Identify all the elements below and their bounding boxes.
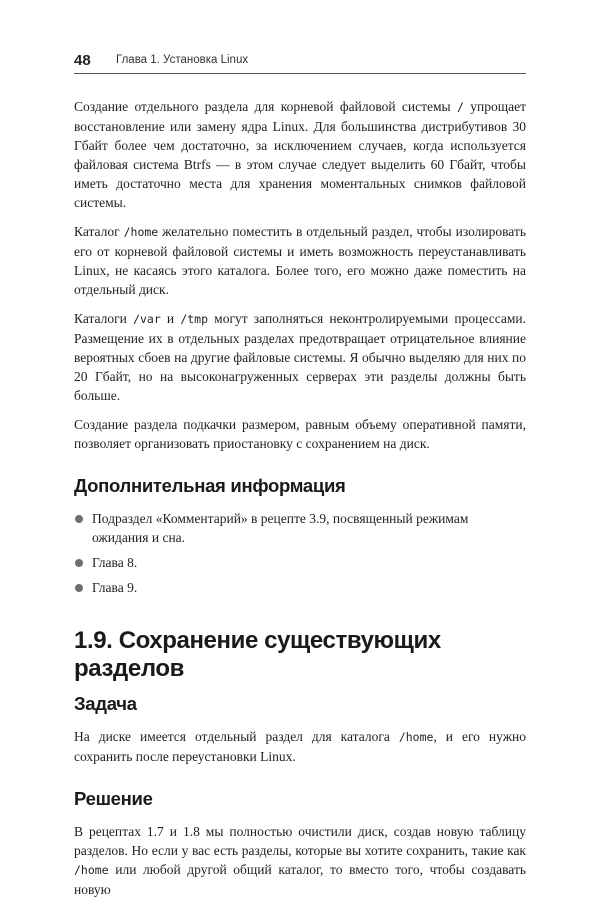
inline-code: /home bbox=[123, 225, 159, 239]
text: На диске имеется отдельный раздел для каталога bbox=[74, 729, 399, 744]
chapter-title: Глава 1. Установка Linux bbox=[116, 54, 249, 66]
text: желательно поместить в отдельный раздел, чтобы изолировать его от корневой файловой системы и иметь возможность переустанавливать Linux, не касаясь этого каталога. Более того, его можно даже поместить на отдельный диск. bbox=[74, 224, 526, 297]
text: и bbox=[160, 311, 181, 326]
inline-code: /var bbox=[133, 312, 161, 326]
list-item bbox=[74, 509, 526, 547]
paragraph-solution bbox=[74, 822, 526, 899]
page-header bbox=[74, 52, 526, 74]
heading-solution: Решение bbox=[74, 788, 153, 809]
text: , и его нужно сохранить после переустановки Linux. bbox=[74, 729, 526, 764]
text: Каталог bbox=[74, 224, 124, 239]
paragraph-home-partition bbox=[74, 222, 526, 299]
header-divider bbox=[74, 73, 526, 74]
bullet-icon bbox=[75, 559, 83, 567]
paragraph-var-tmp bbox=[74, 309, 526, 405]
additional-info-list bbox=[74, 509, 526, 597]
list-item bbox=[74, 578, 526, 597]
bullet-icon bbox=[75, 584, 83, 592]
inline-code: /home bbox=[398, 730, 434, 744]
section-title: 1.9. Сохранение существующих разделов bbox=[74, 627, 441, 682]
paragraph-root-partition bbox=[74, 97, 526, 212]
inline-code: / bbox=[456, 100, 464, 114]
paragraph-swap: Создание раздела подкачки размером, равным объему оперативной памяти, позволяет организовать приостановку с сохранением на диск. bbox=[74, 417, 526, 451]
inline-code: /home bbox=[74, 863, 109, 877]
bullet-icon bbox=[75, 515, 83, 523]
heading-additional-info: Дополнительная информация bbox=[74, 475, 346, 496]
heading-task: Задача bbox=[74, 693, 137, 714]
text: упрощает восстановление или замену ядра Linux. Для большинства дистрибутивов 30 Гбайт более чем достаточно, за исключением случаев, когда используется файловая система Btrfs — в этом случае следует выделить 60 Гбайт, чтобы иметь достаточно места для хранения моментальных снимков файловой системы. bbox=[74, 99, 526, 210]
text: или любой другой общий каталог, то вместо того, чтобы создавать новую bbox=[74, 862, 526, 897]
text: В рецептах 1.7 и 1.8 мы полностью очистили диск, создав новую таблицу разделов. Но если у вас есть разделы, которые вы хотите сохранить, такие как bbox=[74, 824, 526, 858]
paragraph-task bbox=[74, 727, 526, 766]
page-number: 48 bbox=[74, 52, 91, 69]
text: Создание отдельного раздела для корневой файловой системы bbox=[74, 99, 457, 114]
list-item-text: Глава 9. bbox=[92, 580, 138, 595]
page-body bbox=[74, 97, 526, 909]
list-item-text: Подраздел «Комментарий» в рецепте 3.9, посвященный режимам ожидания и сна. bbox=[92, 511, 469, 545]
text: Каталоги bbox=[74, 311, 134, 326]
inline-code: /tmp bbox=[180, 312, 209, 326]
list-item-text: Глава 8. bbox=[92, 555, 138, 570]
list-item bbox=[74, 553, 526, 572]
text: могут заполняться неконтролируемыми процессами. Размещение их в отдельных разделах предотвращает отрицательное влияние вероятных сбоев на другие файловые системы. Я обычно выделяю для них по 20 Гбайт, но на высоконагруженных серверах эти разделы должны быть больше. bbox=[74, 311, 526, 403]
